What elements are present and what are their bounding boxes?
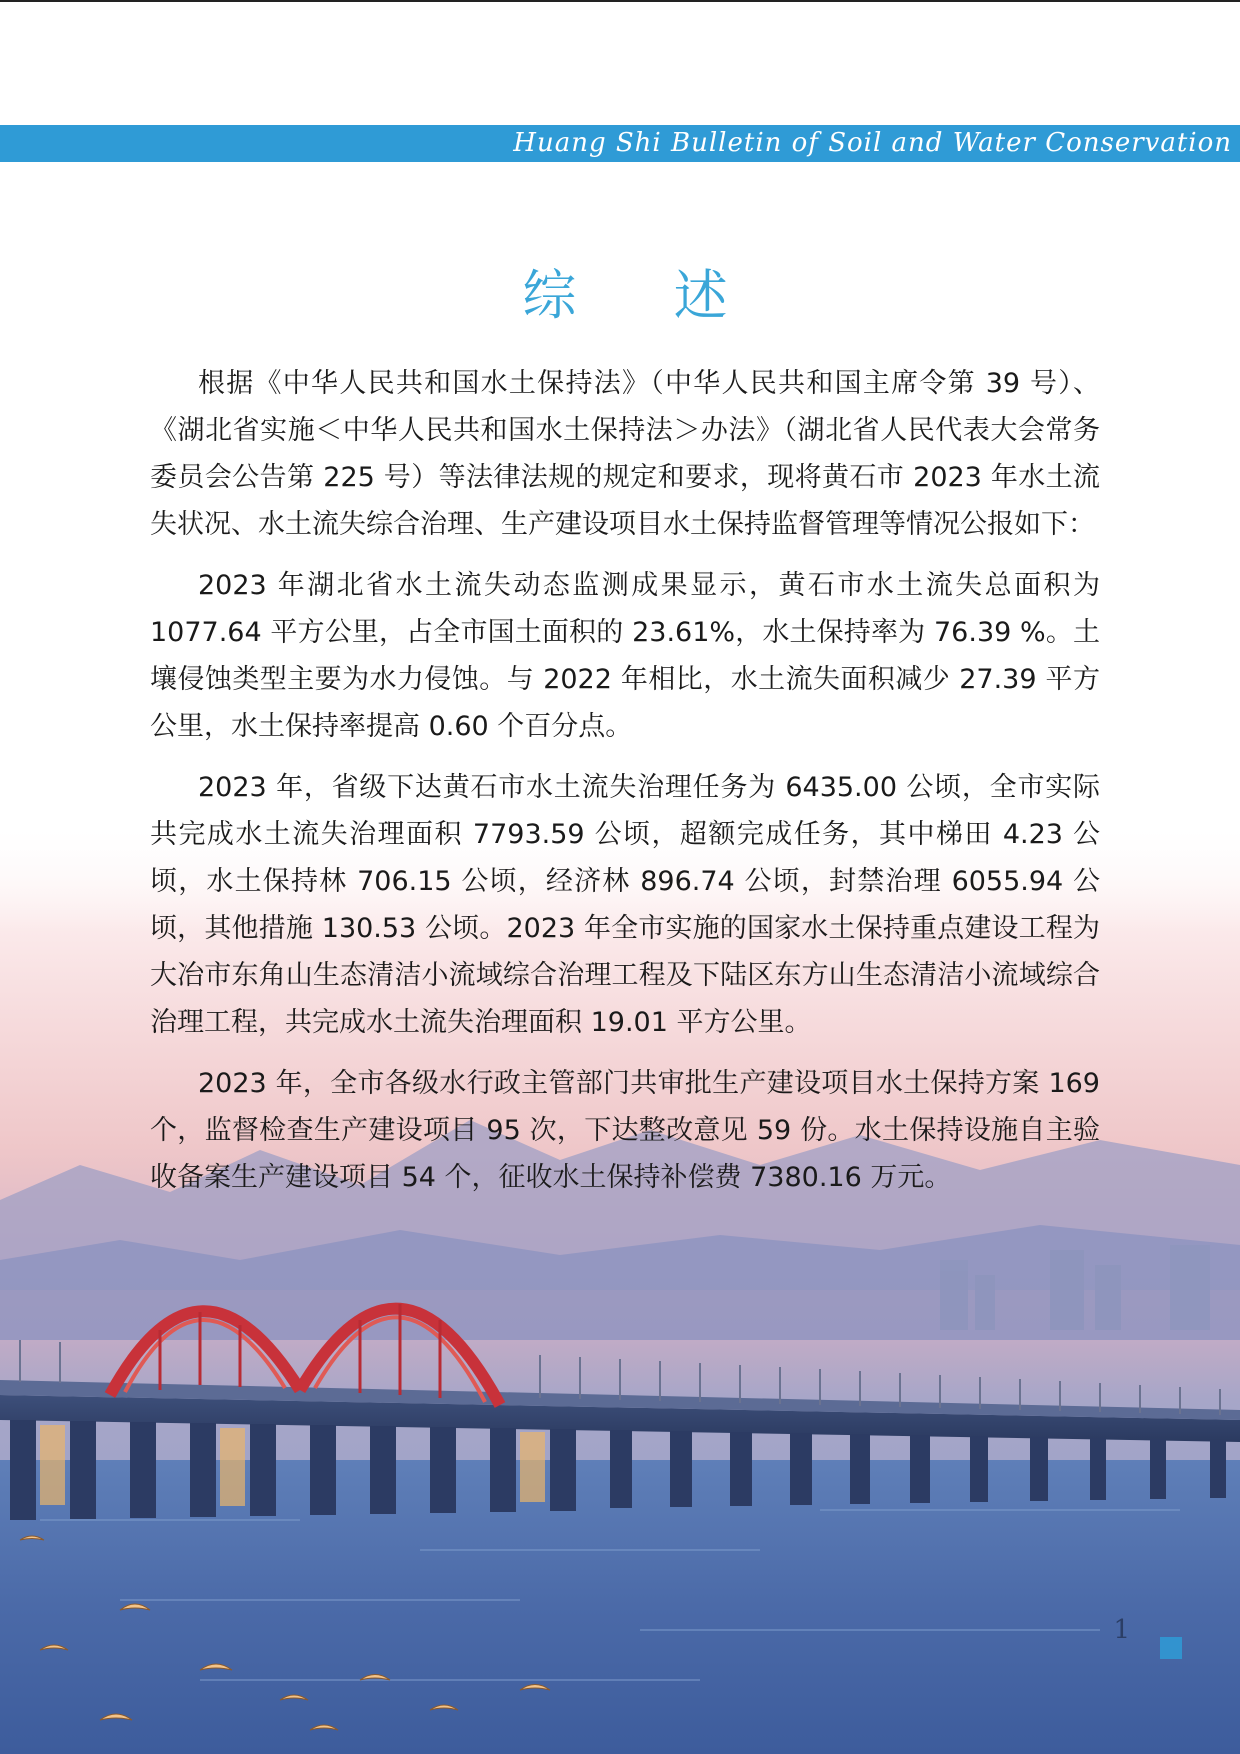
article-body [150,260,1100,1215]
paragraph-intro: 根据《中华人民共和国水土保持法》（中华人民共和国主席令第 39 号）、《湖北省实施＜中华人民共和国水土保持法＞办法》（湖北省人民代表大会常务委员会公告第 225 号）等法律法规的规定和要求，现将黄石市 2023 年水土流失状况、水土流失综合治理、生产建设项目水土保持监督管理等情况公报如下： [150,368,1100,540]
header-banner [0,125,1240,162]
banner-title: Huang Shi Bulletin of Soil and Water Conservation [513,128,1232,158]
page-number: 1 [1113,1615,1130,1645]
top-rule [0,0,1240,2]
page-corner-mark [1160,1637,1182,1659]
page-title: 综 述 [522,264,768,327]
paragraph-treatment: 2023 年，省级下达黄石市水土流失治理任务为 6435.00 公顷，全市实际共完成水土流失治理面积 7793.59 公顷，超额完成任务，其中梯田 4.23 公顷，水土保持林 706.15 公顷，经济林 896.74 公顷，封禁治理 6055.94 公顷，其他措施 130.53 公顷。2023 年全市实施的国家水土保持重点建设工程为大冶市东角山生态清洁小流域综合治理工程及下陆区东方山生态清洁小流域综合治理工程，共完成水土流失治理面积 19.01 平方公里。 [150,772,1100,1038]
paragraph-supervision: 2023 年，全市各级水行政主管部门共审批生产建设项目水土保持方案 169 个，监督检查生产建设项目 95 次，下达整改意见 59 份。水土保持设施自主验收备案生产建设项目 54 个，征收水土保持补偿费 7380.16 万元。 [150,1068,1100,1193]
paragraph-erosion-status: 2023 年湖北省水土流失动态监测成果显示，黄石市水土流失总面积为 1077.64 平方公里，占全市国土面积的 23.61%，水土保持率为 76.39 %。土壤侵蚀类型主要为水力侵蚀。与 2022 年相比，水土流失面积减少 27.39 平方公里，水土保持率提高 0.60 个百分点。 [150,570,1100,742]
